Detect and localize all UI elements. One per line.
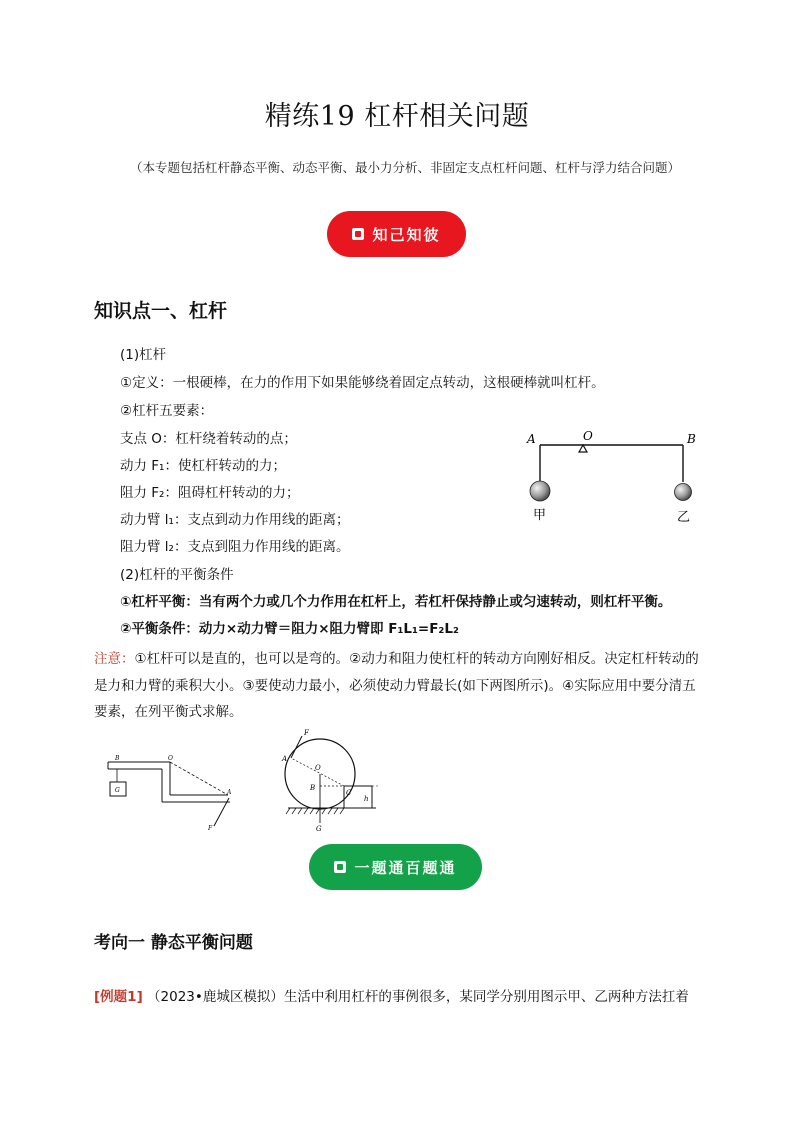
- text-line: 动力 F₁：使杠杆转动的力；: [120, 458, 286, 474]
- label-c-wheel: C: [346, 789, 352, 797]
- text-line: 支点 O：杠杆绕着转动的点；: [120, 431, 297, 447]
- section-heading-static-balance: 考向一 静态平衡问题: [94, 933, 253, 953]
- one-for-all-button[interactable]: [309, 844, 482, 890]
- text-line: 动力臂 l₁：支点到动力作用线的距离；: [120, 512, 350, 528]
- text-line: ①定义：一根硬棒，在力的作用下如果能够绕着固定点转动，这根硬棒就叫杠杆。: [120, 375, 605, 391]
- label-b-small: B: [115, 755, 120, 762]
- know-self-button[interactable]: [327, 211, 466, 257]
- note-paragraph: [94, 646, 706, 726]
- know-self-label: 知己知彼: [372, 225, 441, 244]
- bent-lever-figure: [100, 752, 240, 836]
- note-text: ①杠杆可以是直的，也可以是弯的。②动力和阻力使杠杆的转动方向刚好相反。决定杠杆转动的是力和力臂的乘积大小。③要使动力最小，必须使动力臂最长(如下两图所示)。④实际应用中要分清五要素，在列平衡式求解。: [94, 651, 699, 720]
- note-label: 注意：: [94, 651, 135, 667]
- label-b-wheel: B: [310, 784, 316, 792]
- badge-icon: [352, 228, 364, 240]
- label-b: B: [687, 432, 696, 446]
- right-ball: [675, 484, 692, 501]
- left-ball: [530, 481, 550, 501]
- wheel-step-figure: [278, 728, 388, 836]
- label-g-wheel: G: [316, 825, 322, 833]
- text-line: (2)杠杆的平衡条件: [120, 567, 234, 583]
- example-text: （2023•鹿城区模拟）生活中利用杠杆的事例很多，某同学分别用图示甲、乙两种方法扛着: [147, 989, 689, 1005]
- example-line: [94, 985, 689, 1005]
- text-line: ①杠杆平衡：当有两个力或几个力作用在杠杆上，若杠杆保持静止或匀速转动，则杠杆平衡。: [120, 594, 672, 610]
- text-line: 阻力 F₂：阻碍杠杆转动的力；: [120, 485, 300, 501]
- label-left-ball: 甲: [533, 508, 547, 523]
- pivot-icon: [579, 445, 587, 452]
- one-for-all-label: 一题通百题通: [354, 858, 457, 877]
- lever-figure: [515, 424, 705, 529]
- page-title: 精练19 杠杆相关问题: [264, 101, 530, 132]
- label-g-small: G: [115, 787, 120, 794]
- label-a: A: [527, 432, 536, 446]
- text-line: (1)杠杆: [120, 347, 167, 363]
- label-h-wheel: h: [364, 795, 369, 803]
- label-o: O: [583, 429, 593, 443]
- page-subtitle: （本专题包括杠杆静态平衡、动态平衡、最小力分析、非固定支点杠杆问题、杠杆与浮力结合问题）: [129, 160, 680, 175]
- text-line: ②杠杆五要素：: [120, 403, 214, 419]
- text-line: ②平衡条件：动力×动力臂＝阻力×阻力臂即 F₁L₁=F₂L₂: [120, 621, 459, 637]
- label-o-small: O: [168, 755, 173, 762]
- label-a-small: A: [227, 789, 232, 796]
- badge-icon: [334, 861, 346, 873]
- text-line: 阻力臂 l₂：支点到阻力作用线的距离。: [120, 539, 350, 555]
- label-f-wheel: F: [304, 729, 309, 737]
- example-tag: [例题1]: [94, 989, 143, 1005]
- label-o-wheel: O: [315, 764, 321, 772]
- label-right-ball: 乙: [677, 510, 691, 525]
- section-heading-knowledge: 知识点一、杠杆: [94, 300, 228, 322]
- label-f-small: F: [208, 825, 213, 832]
- label-a-wheel: A: [282, 755, 288, 763]
